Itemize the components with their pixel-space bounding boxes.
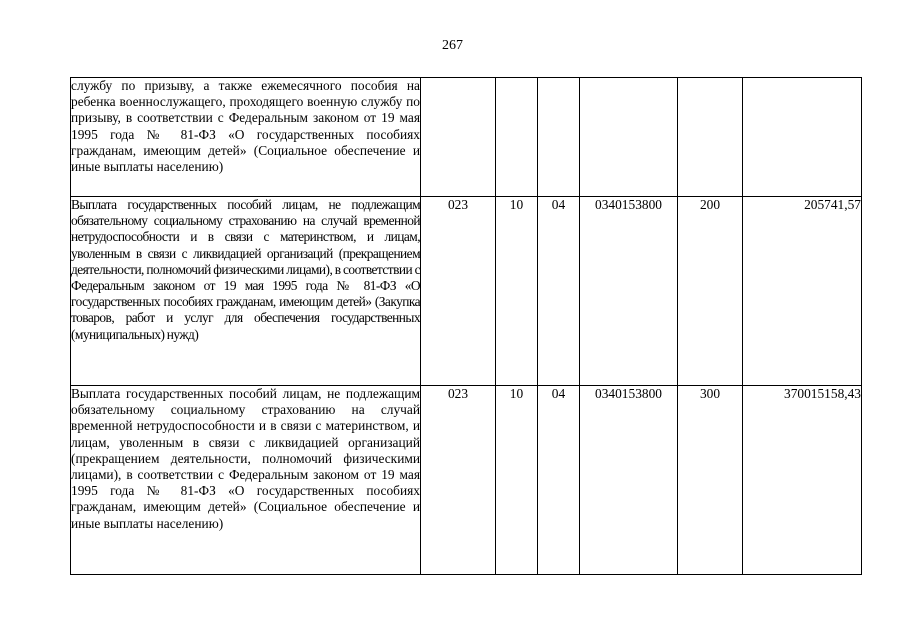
table-row bbox=[71, 78, 862, 197]
description-text: Выплата государственных пособий лицам, не подлежащим обязательному социальному страхованию на случай временной нетрудоспособности и в связи с материнством, и лицам, уволенным в связи с ликвидацией организаций (прекращением деятельности, полномочий физическими лицами), в соответствии с Федеральным законом от 19 мая 1995 года № 81-ФЗ «О государственных пособиях гражданам, имеющим детей» (Социальное обеспечение и иные выплаты населению) bbox=[71, 386, 420, 531]
table-row bbox=[71, 197, 862, 386]
target-article-code: 0340153800 bbox=[580, 386, 678, 575]
section-code: 10 bbox=[496, 197, 538, 386]
expense-description bbox=[71, 386, 421, 575]
amount: 205741,57 bbox=[743, 197, 862, 386]
description-text: службу по призыву, а также ежемесячного пособия на ребенка военнослужащего, проходящего военную службу по призыву, в соответствии с Федеральным законом от 19 мая 1995 года № 81-ФЗ «О государственных пособиях гражданам, имеющим детей» (Социальное обеспечение и иные выплаты населению) bbox=[71, 78, 420, 175]
page-number: 267 bbox=[442, 38, 463, 53]
subsection-code: 04 bbox=[538, 197, 580, 386]
amount: 370015158,43 bbox=[743, 386, 862, 575]
expense-description bbox=[71, 78, 421, 197]
expense-type-code: 200 bbox=[678, 197, 743, 386]
expense-type-code: 300 bbox=[678, 386, 743, 575]
expense-type-code bbox=[678, 78, 743, 197]
table-row bbox=[71, 386, 862, 575]
description-text: Выплата государственных пособий лицам, не подлежащим обязательному социальному страхованию на случай временной нетрудоспособности и в связи с материнством, и лицам, уволенным в связи с ликвидацией организаций (прекращением деятельности, полномочий физическими лицами), в соответствии с Федеральным законом от 19 мая 1995 года № 81-ФЗ «О государственных пособиях гражданам, имеющим детей» (Закупка товаров, работ и услуг для обеспечения государственных (муниципальных) нужд) bbox=[71, 197, 420, 342]
ministry-code bbox=[421, 78, 496, 197]
section-code: 10 bbox=[496, 386, 538, 575]
target-article-code bbox=[580, 78, 678, 197]
amount bbox=[743, 78, 862, 197]
subsection-code bbox=[538, 78, 580, 197]
expense-description bbox=[71, 197, 421, 386]
budget-table bbox=[70, 77, 862, 575]
section-code bbox=[496, 78, 538, 197]
subsection-code: 04 bbox=[538, 386, 580, 575]
target-article-code: 0340153800 bbox=[580, 197, 678, 386]
ministry-code: 023 bbox=[421, 386, 496, 575]
ministry-code: 023 bbox=[421, 197, 496, 386]
